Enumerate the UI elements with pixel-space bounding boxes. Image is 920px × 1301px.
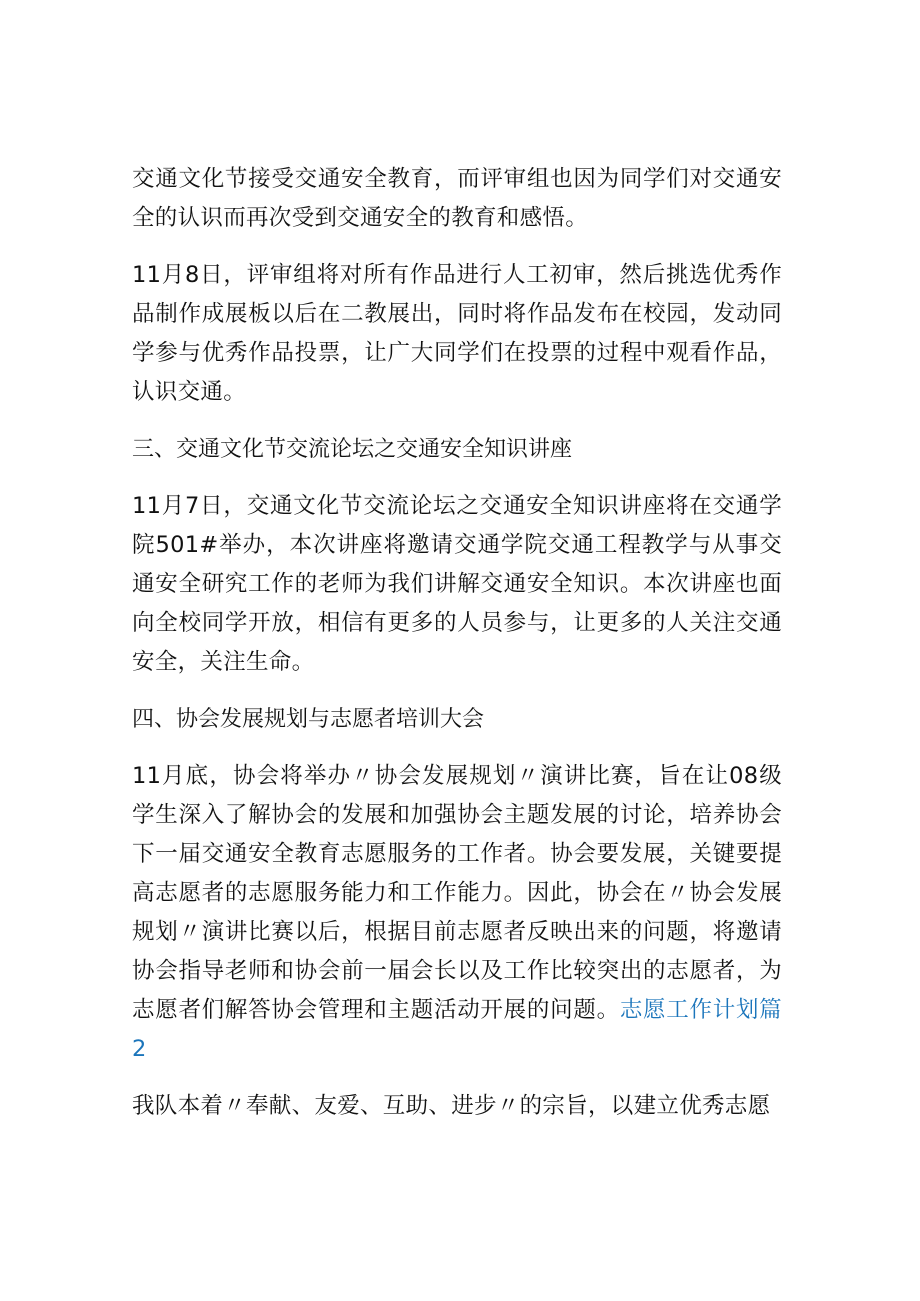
section-heading-4: 四、协会发展规划与志愿者培训大会 (132, 707, 485, 732)
document-page (132, 160, 782, 1144)
section-link[interactable]: 志愿工作计划篇2 (132, 997, 782, 1062)
paragraph-1: 交通文化节接受交通安全教育，而评审组也因为同学们对交通安全的认识而再次受到交通安全的教育和感悟。 (132, 166, 782, 231)
paragraph-4-text: 11月底，协会将举办〃协会发展规划〃演讲比赛，旨在让08级学生深入了解协会的发展和加强协会主题发展的讨论，培养协会下一届交通安全教育志愿服务的工作者。协会要发展，关键要提高志愿者的志愿服务能力和工作能力。因此，协会在〃协会发展规划〃演讲比赛以后，根据目前志愿者反映出来的问题，将邀请协会指导老师和协会前一届会长以及工作比较突出的志愿者，为志愿者们解答协会管理和主题活动开展的问题。 (132, 763, 782, 1023)
paragraph-3: 11月7日，交通文化节交流论坛之交通安全知识讲座将在交通学院501#举办，本次讲座将邀请交通学院交通工程教学与从事交通安全研究工作的老师为我们讲解交通安全知识。本次讲座也面向全校同学开放，相信有更多的人员参与，让更多的人关注交通安全，关注生命。 (132, 493, 782, 675)
section-heading-3: 三、交通文化节交流论坛之交通安全知识讲座 (132, 437, 573, 462)
paragraph-5: 我队本着〃奉献、友爱、互助、进步〃的宗旨，以建立优秀志愿 (132, 1093, 771, 1119)
paragraph-2: 11月8日，评审组将对所有作品进行人工初审，然后挑选优秀作品制作成展板以后在二教展出，同时将作品发布在校园，发动同学参与优秀作品投票，让广大同学们在投票的过程中观看作品，认识交通。 (132, 262, 782, 405)
paragraph-4 (132, 757, 782, 1069)
